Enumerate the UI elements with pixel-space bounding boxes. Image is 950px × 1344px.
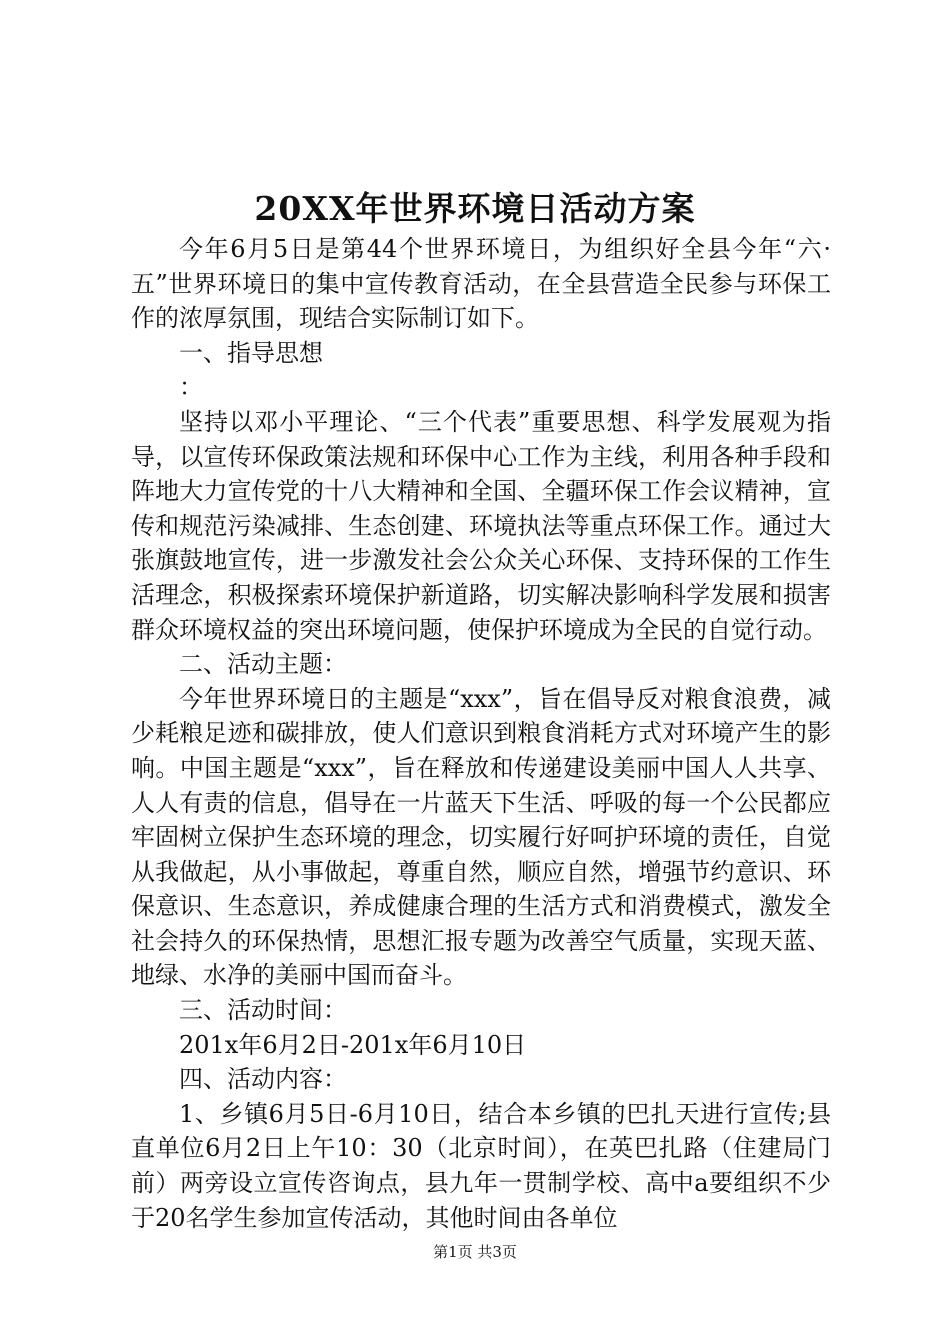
document-body	[131, 232, 831, 1235]
section-heading-guiding-ideology: 一、指导思想	[179, 338, 323, 367]
intro-paragraph: 今年6月5日是第44个世界环境日，为组织好全县今年“六·五”世界环境日的集中宣传教育活动，在全县营造全民参与环保工作的浓厚氛围，现结合实际制订如下。	[131, 235, 831, 333]
activity-time-text: 201x年6月2日-201x年6月10日	[179, 1030, 527, 1059]
section-heading-activity-theme: 二、活动主题：	[179, 650, 347, 679]
section-heading-activity-content: 四、活动内容：	[179, 1065, 347, 1094]
guiding-ideology-paragraph: 坚持以邓小平理论、“三个代表”重要思想、科学发展观为指导，以宣传环保政策法规和环保中心工作为主线，利用各种手段和阵地大力宣传党的十八大精神和全国、全疆环保工作会议精神，宣传和规范污染减排、生态创建、环境执法等重点环保工作。通过大张旗鼓地宣传，进一步激发社会公众关心环保、支持环保的工作生活理念，积极探索环境保护新道路，切实解决影响科学发展和损害群众环境权益的突出环境问题，使保护环境成为全民的自觉行动。	[131, 407, 831, 644]
section-heading-activity-time: 三、活动时间：	[179, 996, 347, 1025]
page-title: 20XX年世界环境日活动方案	[254, 189, 696, 228]
stray-colon: ：	[179, 373, 203, 402]
activity-theme-paragraph: 今年世界环境日的主题是“xxx”，旨在倡导反对粮食浪费，减少耗粮足迹和碳排放，使人们意识到粮食消耗方式对环境产生的影响。中国主题是“xxx”，旨在释放和传递建设美丽中国人人共享、人人有责的信息，倡导在一片蓝天下生活、呼吸的每一个公民都应牢固树立保护生态环境的理念，切实履行好呵护环境的责任，自觉从我做起，从小事做起，尊重自然，顺应自然，增强节约意识、环保意识、生态意识，养成健康合理的生活方式和消费模式，激发全社会持久的环保热情，思想汇报专题为改善空气质量，实现天蓝、地绿、水净的美丽中国而奋斗。	[131, 684, 831, 990]
activity-content-paragraph: 1、乡镇6月5日-6月10日，结合本乡镇的巴扎天进行宣传;县直单位6月2日上午10：30（北京时间），在英巴扎路（住建局门前）两旁设立宣传咨询点，县九年一贯制学校、高中a要组织不少于20名学生参加宣传活动，其他时间由各单位	[131, 1099, 831, 1232]
page-footer: 第1页 共3页	[433, 1243, 517, 1261]
